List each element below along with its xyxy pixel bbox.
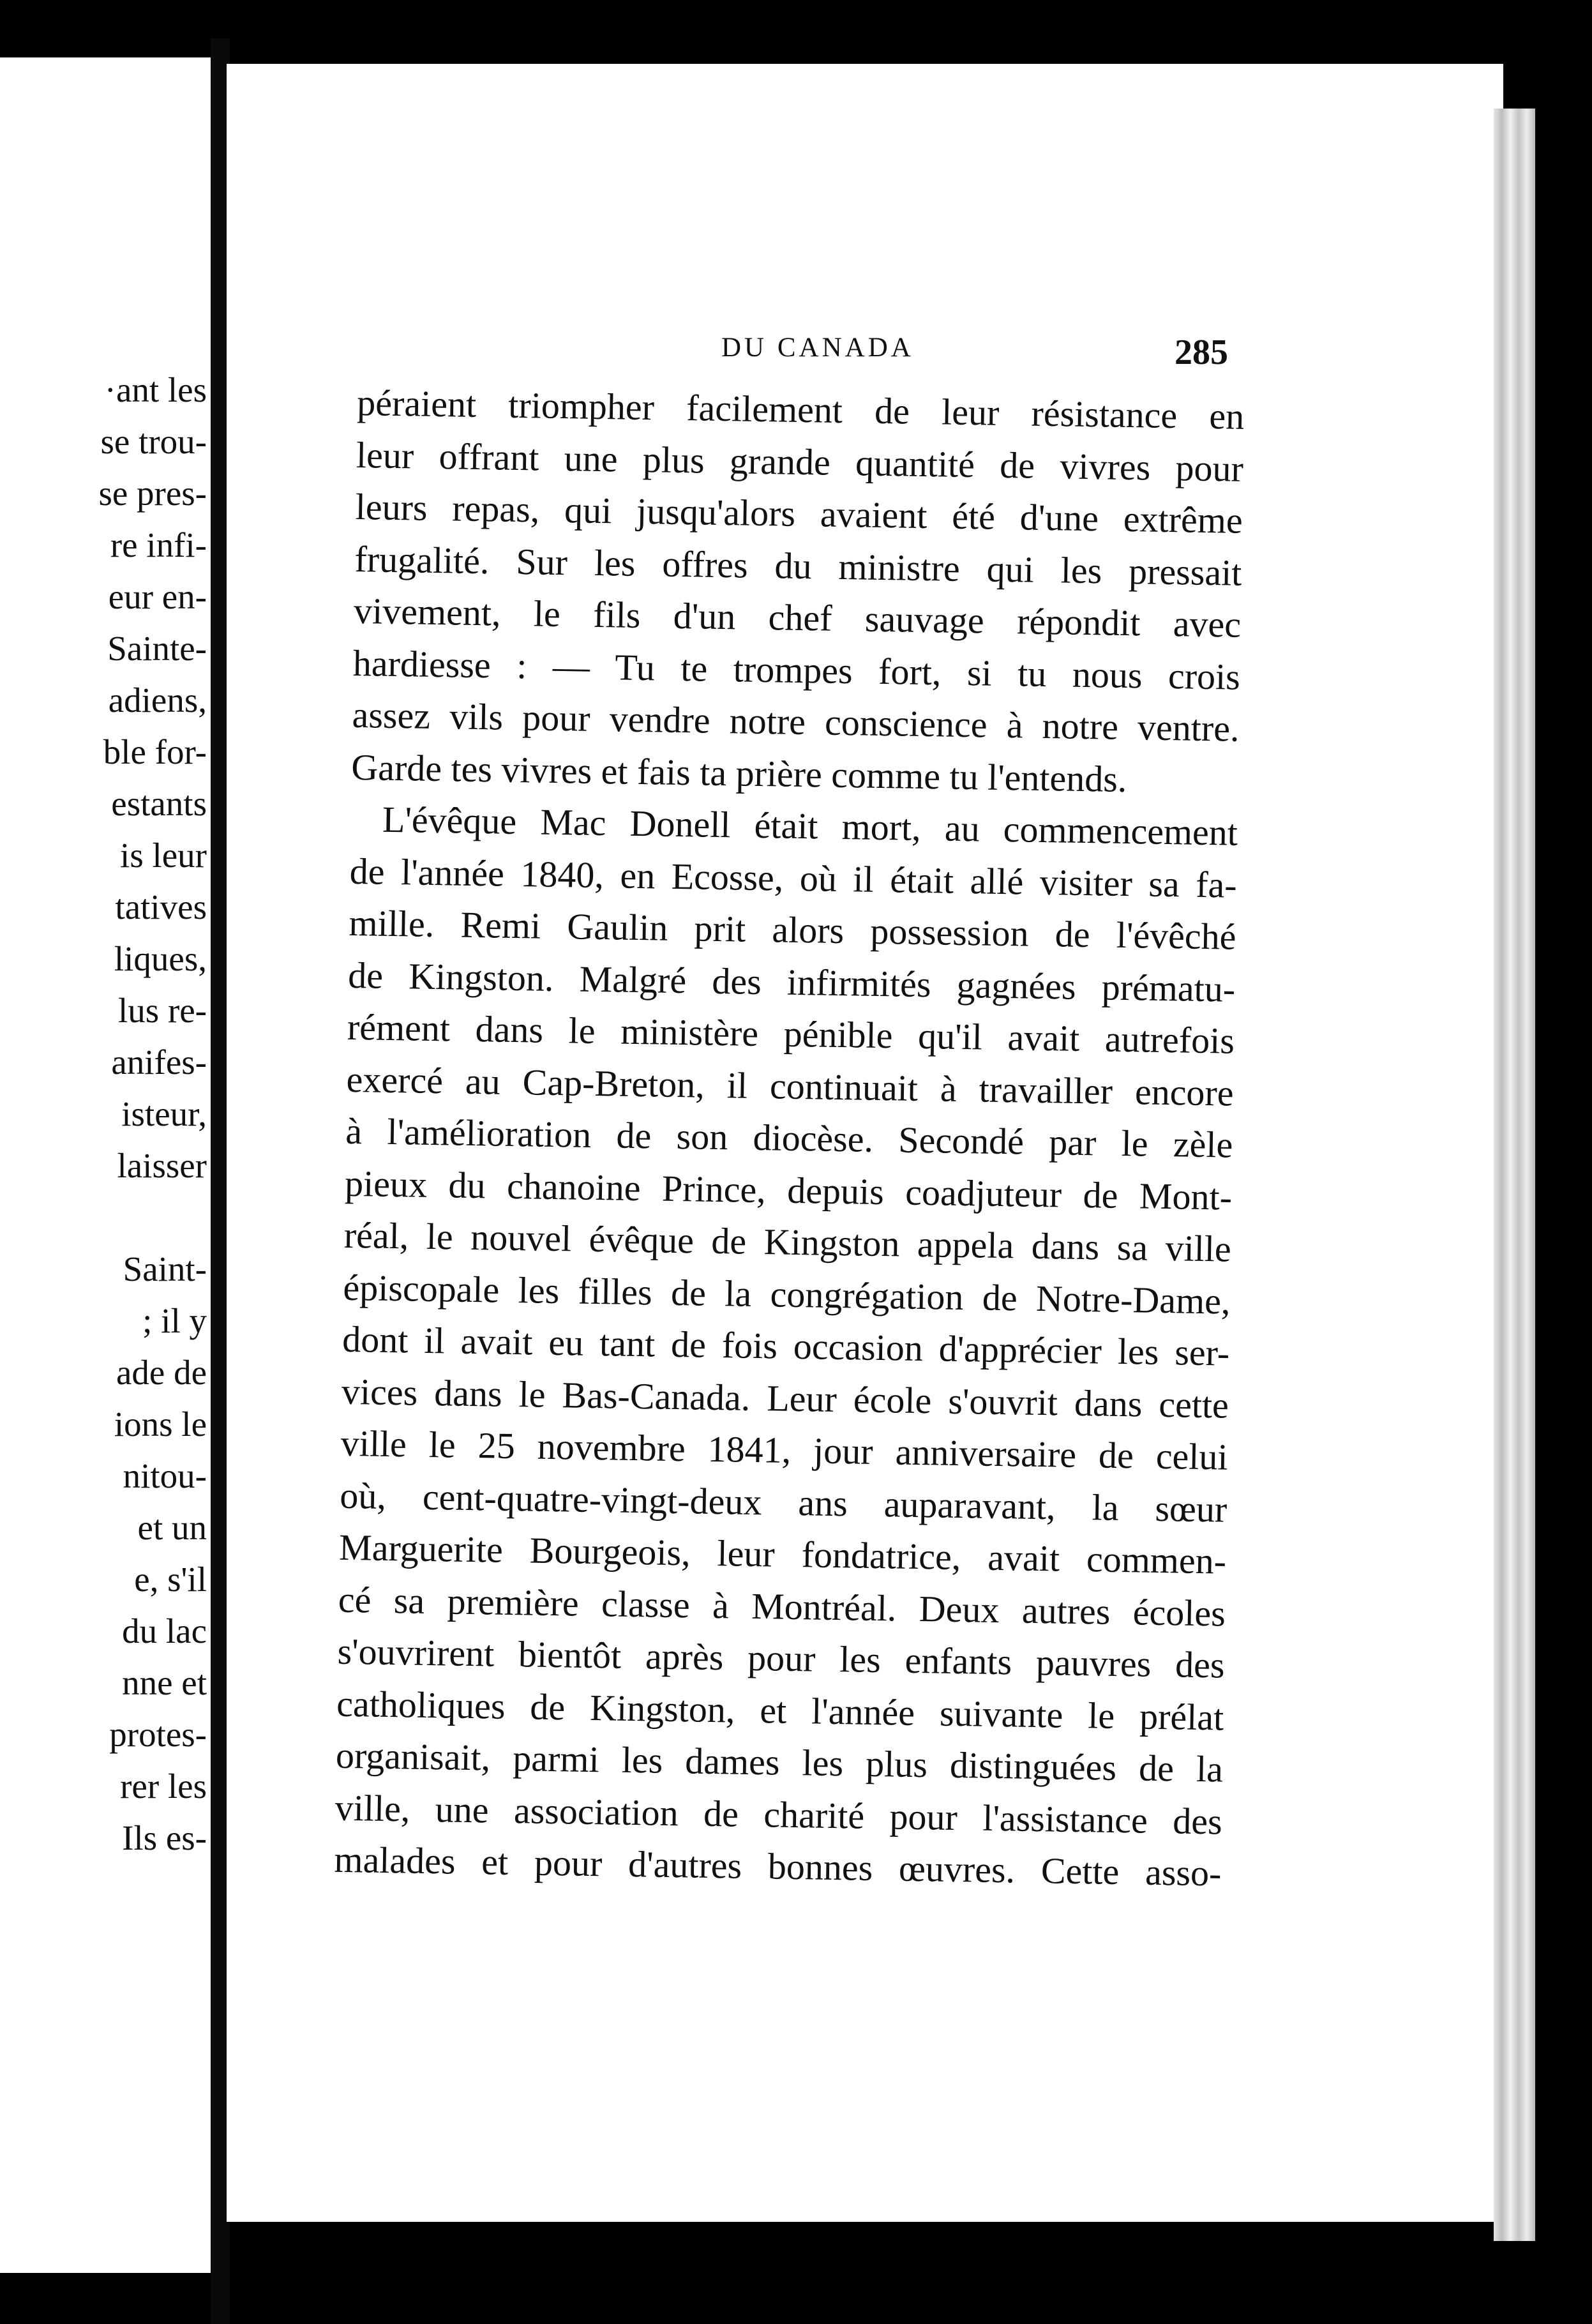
left-line: ions le [114,1405,207,1444]
text-line: Marguerite Bourgeois, leur fondatrice, avait commen- [338,1526,1227,1582]
text-line: à l'amélioration de son diocèse. Secondé par le zèle [345,1110,1233,1166]
page-block-edge [1494,109,1535,2241]
text-line: péraient triompher facilement de leur résistance en [356,381,1245,437]
left-line: et un [137,1508,207,1547]
left-line: Sainte- [107,629,207,668]
text-line: rément dans le ministère pénible qu'il avait autrefois [347,1006,1235,1062]
left-line: nitou- [123,1456,207,1495]
left-line: e, s'il [134,1560,207,1599]
text-line: dont il avait eu tant de fois occasion d'apprécier les ser- [342,1318,1230,1374]
left-line: ; il y [142,1301,207,1340]
left-line: adiens, [108,681,207,720]
text-line: vices dans le Bas-Canada. Leur école s'ouvrit dans cette [341,1370,1229,1426]
text-line: Garde tes vivres et fais ta prière comme tu l'entends. [350,746,1127,800]
text-line: vivement, le fils d'un chef sauvage répondit avec [353,589,1242,645]
text-line: catholiques de Kingston, et l'année suivante le prélat [336,1682,1224,1739]
text-line: ville, une association de charité pour l'assistance des [334,1786,1223,1843]
left-line: estants [111,784,207,823]
text-line: leur offrant une plus grande quantité de vivres pour [356,434,1244,490]
text-line: réal, le nouvel évêque de Kingston appela dans sa ville [343,1214,1232,1270]
left-page-text [3,364,207,1864]
left-line: protes- [109,1715,207,1754]
text-line: exercé au Cap-Breton, il continuait à travailler encore [346,1058,1235,1114]
left-line: re infi- [110,525,207,564]
text-line: où, cent-quatre-vingt-deux ans auparavant, la sœur [339,1474,1228,1530]
text-line: hardiesse : — Tu te trompes fort, si tu nous crois [352,642,1241,698]
left-line: se pres- [98,474,207,513]
text-line: frugalité. Sur les offres du ministre qui les pressait [354,538,1242,594]
left-line: liques, [114,939,207,978]
text-line: s'ouvrirent bientôt après pour les enfants pauvres des [337,1630,1225,1686]
left-line: is leur [120,836,207,875]
text-line: cé sa première classe à Montréal. Deux autres écoles [338,1578,1226,1634]
text-line: épiscopale les filles de la congrégation de Notre-Dame, [343,1266,1231,1322]
left-line: laisser [117,1146,207,1185]
left-line: anifes- [111,1043,207,1082]
running-head: DU CANADA [721,333,914,363]
text-line: mille. Remi Gaulin prit alors possession de l'évêché [349,902,1236,958]
left-line: nne et [122,1663,207,1702]
text-line: de Kingston. Malgré des infirmités gagnées prématu- [347,954,1236,1010]
left-line: tatives [115,887,207,926]
left-line: Saint- [123,1249,207,1288]
left-line: rer les [120,1767,207,1806]
text-line: malades et pour d'autres bonnes œuvres. Cette asso- [334,1838,1222,1894]
left-line: du lac [122,1611,207,1650]
left-line: isteur, [121,1094,207,1133]
left-line: ade de [116,1353,207,1392]
left-line: se trou- [100,422,207,461]
left-line-gap [3,1191,207,1243]
left-line: ble for- [103,732,207,771]
left-line: Ils es- [122,1818,207,1857]
text-line: pieux du chanoine Prince, depuis coadjuteur de Mont- [344,1162,1233,1218]
text-line: ville le 25 novembre 1841, jour anniversaire de celui [340,1422,1229,1478]
left-line: eur en- [108,577,207,616]
text-line: leurs repas, qui jusqu'alors avaient été d'une extrême [355,485,1243,541]
text-line: L'évêque Mac Donell était mort, au commencement [382,798,1238,854]
left-facing-page [0,57,211,2273]
page-number: 285 [1175,333,1228,372]
text-line: organisait, parmi les dames les plus distinguées de la [335,1734,1224,1790]
left-line: ·ant les [104,370,207,409]
text-line: de l'année 1840, en Ecosse, où il était allé visiter sa fa- [349,850,1238,906]
text-line: assez vils pour vendre notre conscience à notre ventre. [352,693,1240,750]
left-line: lus re- [118,991,207,1030]
body-text [334,377,1245,1899]
